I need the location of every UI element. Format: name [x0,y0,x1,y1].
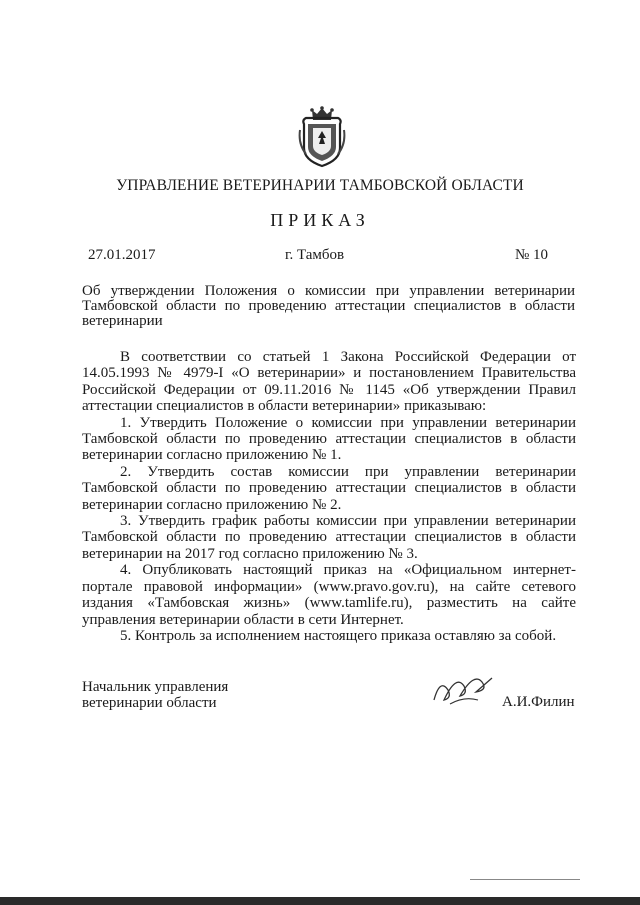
preamble-paragraph: В соответствии со статьей 1 Закона Российской Федерации от 14.05.1993 № 4979-I «О ветеринарии» и постановлением Правительства Российской Федерации от 09.11.2016 № 1145 «Об утверждении Правил аттестации специалистов в области ветеринарии» приказываю: [82,349,576,415]
document-number: № 10 [515,247,549,263]
item-paragraph-1: 1. Утвердить Положение о комиссии при управлении ветеринарии Тамбовской области по проведению аттестации специалистов в области ветеринарии согласно приложению № 1. [82,414,576,464]
scan-bottom-edge [0,897,640,905]
coat-of-arms-emblem [298,104,346,168]
signatory-title [82,680,228,711]
organization-name: УПРАВЛЕНИЕ ВЕТЕРИНАРИИ ТАМБОВСКОЙ ОБЛАСТИ [116,177,524,194]
document-date: 27.01.2017 [88,247,156,263]
document-subject: Об утверждении Положения о комиссии при управлении ветеринарии Тамбовской области по проведению аттестации специалистов в области ветеринарии [82,283,575,329]
scan-mark-line [470,879,580,880]
signatory-name: А.И.Филин [502,694,575,710]
item-paragraph-2: 2. Утвердить состав комиссии при управлении ветеринарии Тамбовской области по проведению аттестации специалистов в области ветеринарии согласно приложению № 2. [82,463,576,513]
signatory-title-line2: ветеринарии области [82,694,217,711]
signatory-title-line1: Начальник управления [82,679,229,695]
document-city: г. Тамбов [285,247,345,263]
item-paragraph-4: 4. Опубликовать настоящий приказ на «Официальном интернет-портале правовой информации» (www.pravo.gov.ru), на сайте сетевого издания «Тамбовская жизнь» (www.tamlife.ru), разместить на сайте управления ветеринарии области в сети Интернет. [82,562,576,628]
item-paragraph-3: 3. Утвердить график работы комиссии при управлении ветеринарии Тамбовской области по проведению аттестации специалистов в области ветеринарии на 2017 год согласно приложению № 3. [82,513,576,562]
item-paragraph-5: 5. Контроль за исполнением настоящего приказа оставляю за собой. [120,627,557,644]
document-type: ПРИКАЗ [270,210,370,230]
handwritten-signature [430,670,500,710]
document-body [82,349,576,644]
